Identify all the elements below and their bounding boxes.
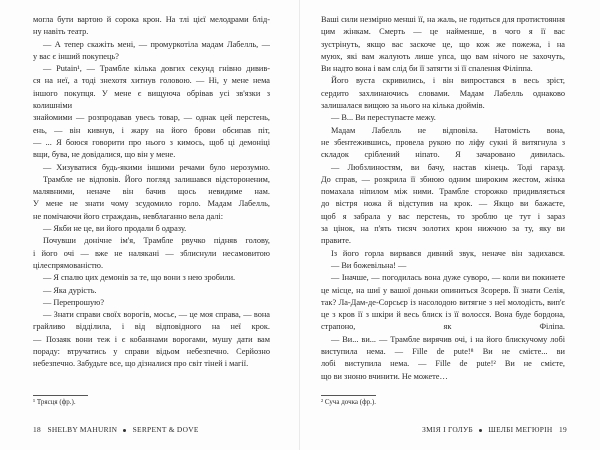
text-line: муюх, які вам жалують лише упса, що вам нічого не захочуть, [321, 51, 565, 61]
text-line: До справ, — розкрила її збиюю одним широким жестом, жінка помахала ніпилом між ними. Трамбле сторожко придивляється [321, 174, 565, 197]
separator-dot [123, 429, 126, 432]
text-line: і його очі — вже не наляканi — зблиснули несамовитою цілеспрямованістю. [33, 248, 270, 270]
left-footnote: ¹ Трясця (фр.). [33, 398, 76, 406]
text-line: ну навіть театр. [33, 27, 89, 37]
text-line: — Ви божевільна! — [331, 260, 407, 270]
text-line: лобі виступила нема. — Fille de pute!² Ви не смієте, [321, 359, 565, 369]
text-line: — Перепрошую? [43, 297, 105, 307]
text-line: — Putain¹, — Трамбле кілька довгих секунд гнівно дивив- [43, 64, 270, 74]
text-line: знайомими — розпродавав увесь товар, — однак цей перстень, [33, 113, 270, 123]
text-line: — Позаяк вони теж і є кобаннами ворогами, мушу дати вам пораду: втручатись у справи відьом небезпечно. Серйозно [33, 334, 270, 357]
separator-dot [479, 429, 482, 432]
left-footnote-rule [33, 395, 88, 396]
text-line: Трамбле не відповів. Його погляд залишався відстороненим, малявними, неначе він бачив щось невидиме нам. [33, 174, 270, 197]
right-folio [422, 425, 567, 434]
text-line: зустрінуть, якщо вас заскоче це, що кож же пожежа, і на [321, 39, 565, 49]
text-line: вщи, бува, не довідалися, що він у мене. [33, 150, 176, 160]
text-line: сердито захлинаючись словами. Мадам Лабелль однаково [321, 88, 565, 98]
text-line: — Ви... ви... — Трамбле вирячив очі, і на його блискучому лобі виступила нема. — Fille de pute!⁸ Ви не смієте... ви [321, 334, 565, 357]
text-line: У мене не знати чому зсудомило горло. Мадам Лабелль, [33, 199, 270, 209]
text-line: у вас є інший покупець? [33, 51, 119, 61]
left-running-title: SERPENT & DOVE [132, 425, 199, 434]
text-line: ся на неї, а тоді знехотя хитнув головою. — Ні, у мене нема [33, 76, 270, 86]
text-line: — В... Ви переступаєте межу. [331, 113, 436, 123]
text-line: Із його горла вирвався дивний звук, неначе він задихався. [331, 248, 565, 258]
left-running-author: SHELBY MAHURIN [47, 425, 118, 434]
text-line: — Я спалю цих демонів за те, що вони з нею зробили. [43, 273, 236, 283]
text-line: — ... Я боюся говорити про нього з кимось, щоб ці демоніці [33, 137, 270, 147]
text-line: — Якби не це, ви його продали б одразу. [43, 224, 187, 234]
text-line: щоб я забрала у вас перстень, то зроблю це тут і зараз [321, 211, 565, 221]
text-line: до вістря ножа й відступив на крок. — Якщо ви бажаєте, [321, 199, 565, 209]
text-line: небезпечно. Забудьте все, що дізналися про світ тіней і магії. [33, 359, 249, 369]
left-page-number: 18 [33, 425, 41, 434]
text-line: Ви надто вона і вам слід би її затягти зі її спалення Філіппа. [321, 64, 533, 74]
text-line: не помічаючи його страждань, невблаганно вела далі: [33, 211, 223, 221]
text-line: що ви зноню вчинити. Не можете… [321, 371, 448, 381]
text-line: Почувши донічне ім'я, Трамбле рвучко підняв голову, [43, 236, 270, 246]
left-page-body [33, 14, 270, 371]
right-page-body [321, 14, 565, 383]
right-running-author: ШЕЛБІ МЕГЮРІН [488, 425, 553, 434]
left-folio [33, 425, 199, 434]
text-line: — Яка дурість. [43, 285, 97, 295]
text-line: — А тепер скажіть мені, — промуркотіла мадам Лабелль, — [43, 39, 270, 49]
text-line: Його вуста скривились, і він випростався в весь зріст, [331, 76, 565, 86]
right-page-number: 19 [559, 425, 567, 434]
text-line: — Іначше, — погодилась вона дуже суворо, — коли ви покинете це місце, на шиї у вашої доньки опиниться Зсорерв. Її знати Селія, так? Ла-Дам-де-Сорсьєр із насолодою витягне з неї молодість, вип'є це з кров її з шкіри й весь блиск із її волосся. Вона буде бордона, страпоно, як Філіпа. [321, 273, 565, 332]
right-footnote-rule [321, 395, 376, 396]
right-footnote: ² Сучa дочка (фр.). [321, 398, 376, 406]
text-line: ень, — він кивнув, і жару на його брови обсипав піт, [33, 125, 270, 135]
text-line: залишалася вищою за нього на кілька дюймів. [321, 101, 485, 111]
text-line: — Хизуватися будь-якими іншими речами було нерозумно. [43, 162, 270, 172]
text-line: за цінок, на п'ять тисяч золотих крон нижчою за ту, яку ви [321, 224, 565, 234]
right-running-title: ЗМІЯ І ГОЛУБ [422, 425, 474, 434]
text-line: Мадам Лабелль не відповіла. Натомість вона, [331, 125, 565, 135]
text-line: іншого покупця. У мене є вищуюча обрiвав усі зв'язки з колишніми [33, 88, 270, 111]
text-line: — Любзлиностям, ви бачу, настав кінець. Тоді гаразд. [331, 162, 565, 172]
text-line: могла бути вартою й сорока крон. На тлі цієї мелодрами блід- [33, 15, 270, 24]
text-line: Ваші сили незмірно менші її, на жаль, не годиться для протистояння цим жінкам. Смерть — це найменше, в чого я її вас [321, 15, 565, 37]
text-line: не збентежившись, провела рукою по ліфу сукні й витягнула з складок сріблений ніпато. Я зачаровано дивилась. [321, 137, 565, 160]
text-line: — Знати справи своїх ворогів, мосьє, — це моя справа, — вона грайливо відділила, і від відповідного на неї крок. [33, 310, 270, 332]
text-line: правите. [321, 236, 352, 246]
